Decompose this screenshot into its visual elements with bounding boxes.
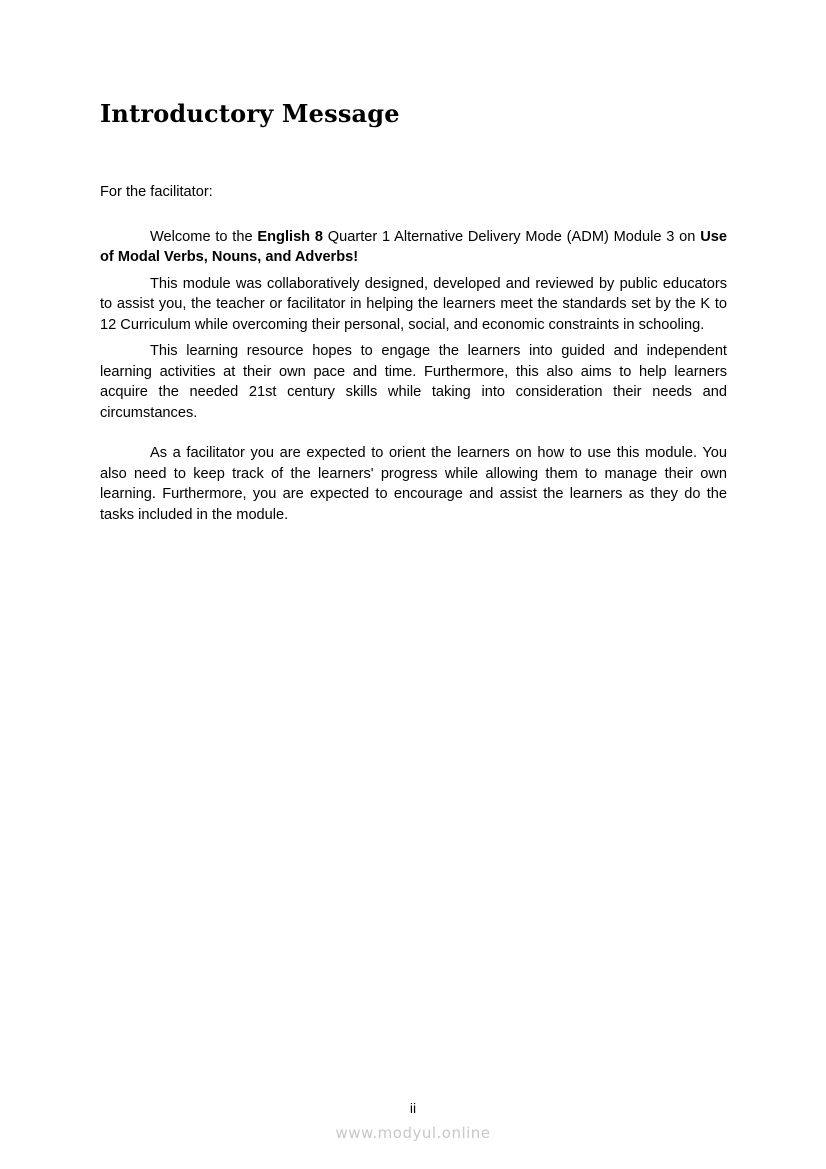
- resource-aims-paragraph: This learning resource hopes to engage the learners into guided and independent learning activities at their own pace and time. Furthermore, this also aims to help learners acquire the needed 21st century skills while taking into consideration their needs and circumstances.: [100, 343, 727, 421]
- welcome-paragraph: [100, 227, 727, 268]
- welcome-text-2: Quarter 1 Alternative Delivery Mode (ADM) Module 3 on: [323, 228, 701, 245]
- page-number: ii: [409, 1100, 417, 1116]
- page-title: Introductory Message: [100, 99, 400, 128]
- welcome-text-1: Welcome to the: [150, 228, 258, 245]
- subject-name: English 8: [257, 228, 323, 245]
- facilitator-role-paragraph: As a facilitator you are expected to orient the learners on how to use this module. You also need to keep track of the learners' progress while allowing them to manage their own learning. Furthermore, you are expected to encourage and assist the learners as they do the tasks included in the module.: [100, 445, 727, 523]
- salutation: For the facilitator:: [100, 184, 213, 200]
- document-body: [100, 182, 727, 525]
- module-topic: Use of Modal Verbs, Nouns, and Adverbs!: [100, 228, 727, 265]
- watermark: www.modyul.online: [335, 1124, 491, 1142]
- module-description-paragraph: This module was collaboratively designed, developed and reviewed by public educators to assist you, the teacher or facilitator in helping the learners meet the standards set by the K to 12 Curriculum while overcoming their personal, social, and economic constraints in schooling.: [100, 275, 727, 333]
